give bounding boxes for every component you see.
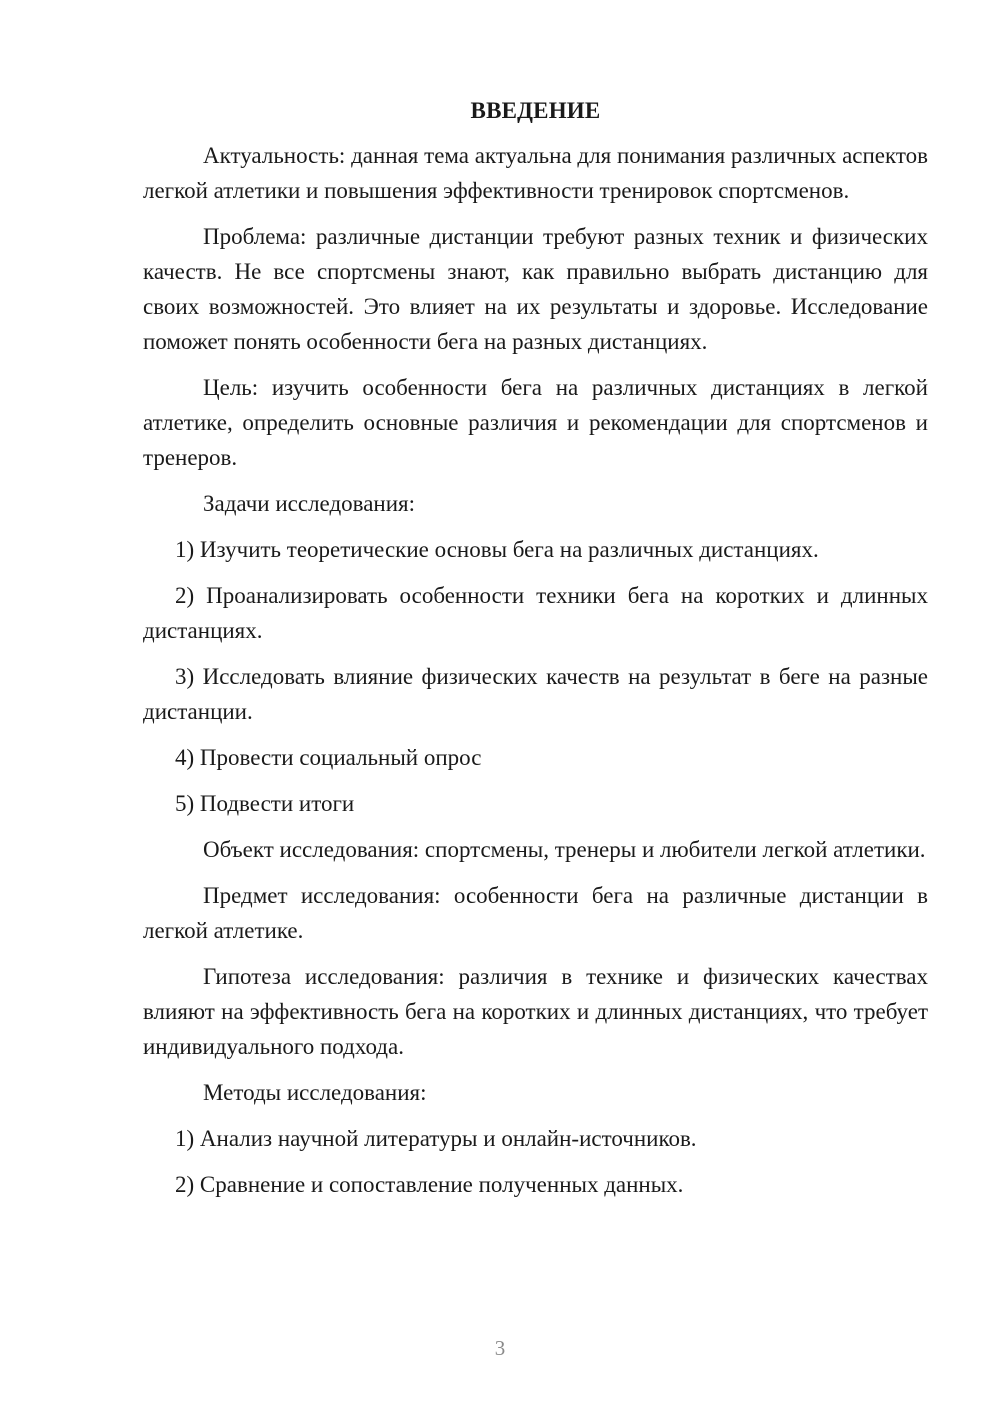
task-item-2: 2) Проанализировать особенности техники бега на коротких и длинных дистанциях. xyxy=(143,583,928,643)
methods-heading: Методы исследования: xyxy=(203,1080,427,1105)
goal-paragraph: Цель: изучить особенности бега на различных дистанциях в легкой атлетике, определить основные различия и рекомендации для спортсменов и тренеров. xyxy=(143,375,928,470)
problem-paragraph: Проблема: различные дистанции требуют разных техник и физических качеств. Не все спортсмены знают, как правильно выбрать дистанцию для своих возможностей. Это влияет на их результаты и здоровье. Исследование поможет понять особенности бега на разных дистанциях. xyxy=(143,224,928,354)
task-item-3: 3) Исследовать влияние физических качеств на результат в беге на разные дистанции. xyxy=(143,664,928,724)
document-body xyxy=(143,96,928,1213)
method-item-1: 1) Анализ научной литературы и онлайн-источников. xyxy=(175,1126,697,1151)
hypothesis-paragraph: Гипотеза исследования: различия в технике и физических качествах влияют на эффективность бега на коротких и длинных дистанциях, что требует индивидуального подхода. xyxy=(143,964,928,1059)
page-number: 3 xyxy=(494,1336,506,1360)
tasks-heading: Задачи исследования: xyxy=(203,491,416,516)
method-item-2: 2) Сравнение и сопоставление полученных данных. xyxy=(175,1172,684,1197)
relevance-paragraph: Актуальность: данная тема актуальна для понимания различных аспектов легкой атлетики и повышения эффективности тренировок спортсменов. xyxy=(143,143,928,203)
task-item-5: 5) Подвести итоги xyxy=(175,791,355,816)
object-paragraph: Объект исследования: спортсмены, тренеры и любители легкой атлетики. xyxy=(203,837,926,862)
section-title: ВВЕДЕНИЕ xyxy=(470,98,601,123)
subject-paragraph: Предмет исследования: особенности бега на различные дистанции в легкой атлетике. xyxy=(143,883,928,943)
task-item-4: 4) Провести социальный опрос xyxy=(175,745,482,770)
task-item-1: 1) Изучить теоретические основы бега на различных дистанциях. xyxy=(175,537,819,562)
